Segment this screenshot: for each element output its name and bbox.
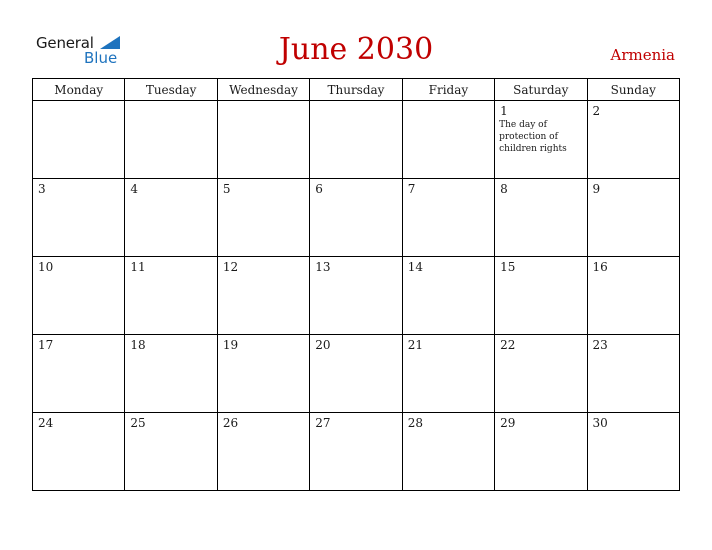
day-cell [587, 257, 679, 335]
day-number: 28 [407, 416, 423, 430]
day-number: 1 [500, 104, 508, 118]
day-cell [217, 101, 309, 179]
holiday-label-line: protection of [499, 132, 558, 142]
week-row [33, 413, 680, 491]
day-number [125, 101, 216, 104]
day-cell [33, 413, 125, 491]
day-number: 15 [500, 260, 516, 274]
day-number: 12 [222, 260, 239, 274]
day-number: 4 [130, 182, 139, 196]
day-cell [495, 257, 587, 335]
day-number: 10 [38, 260, 54, 274]
day-number: 20 [315, 338, 331, 352]
day-number: 14 [407, 260, 423, 274]
day-number: 13 [315, 260, 331, 274]
logo-text-blue: Blue [84, 49, 118, 67]
day-number [403, 101, 494, 104]
day-cell [310, 413, 402, 491]
day-cell [217, 413, 309, 491]
week-row [33, 179, 680, 257]
day-cell [33, 101, 125, 179]
day-cell [495, 413, 587, 491]
day-number: 7 [407, 182, 416, 196]
day-number: 3 [38, 182, 46, 196]
day-number [310, 101, 401, 104]
day-cell [125, 179, 217, 257]
weekday-header: Tuesday [125, 79, 217, 101]
day-number: 17 [38, 338, 54, 352]
day-cell [402, 413, 494, 491]
day-cell [125, 413, 217, 491]
day-cell [402, 101, 494, 179]
day-number: 22 [500, 338, 516, 352]
week-row [33, 101, 680, 179]
holiday-label-line: The day of [499, 120, 547, 130]
country-label: Armenia [610, 46, 675, 64]
day-number: 27 [315, 416, 331, 430]
holiday-label-line: children rights [499, 144, 567, 154]
day-cell [402, 179, 494, 257]
day-cell [217, 179, 309, 257]
day-number: 2 [592, 104, 601, 118]
day-cell [125, 335, 217, 413]
day-number: 29 [500, 416, 516, 430]
day-cell [402, 335, 494, 413]
week-row [33, 335, 680, 413]
day-cell [33, 179, 125, 257]
calendar-title: June 2030 [278, 32, 434, 67]
day-number: 30 [592, 416, 608, 430]
day-number: 8 [500, 182, 508, 196]
weekday-header: Saturday [495, 79, 587, 101]
day-cell [33, 335, 125, 413]
weekday-header-row [33, 79, 680, 101]
day-number [33, 101, 124, 104]
day-cell [217, 257, 309, 335]
weekday-header: Thursday [310, 79, 402, 101]
day-cell [310, 179, 402, 257]
day-cell [217, 335, 309, 413]
day-number: 16 [592, 260, 608, 274]
day-number: 11 [130, 260, 146, 274]
day-cell [587, 179, 679, 257]
weekday-header: Sunday [587, 79, 679, 101]
day-cell [33, 257, 125, 335]
holiday-label [495, 118, 586, 155]
weekday-header: Wednesday [217, 79, 309, 101]
day-cell [495, 335, 587, 413]
calendar-grid [32, 78, 680, 491]
day-number: 21 [407, 338, 423, 352]
day-cell [125, 101, 217, 179]
day-cell [587, 413, 679, 491]
day-number: 9 [592, 182, 601, 196]
day-number: 24 [38, 416, 54, 430]
day-cell [310, 101, 402, 179]
day-number [218, 101, 309, 104]
day-cell [495, 179, 587, 257]
weekday-header: Monday [33, 79, 125, 101]
week-row [33, 257, 680, 335]
day-cell [125, 257, 217, 335]
day-cell [402, 257, 494, 335]
day-number: 18 [130, 338, 146, 352]
logo-text-general: General [36, 34, 94, 52]
day-cell [310, 257, 402, 335]
day-number: 26 [222, 416, 239, 430]
day-number: 23 [592, 338, 608, 352]
day-cell [310, 335, 402, 413]
weekday-header: Friday [402, 79, 494, 101]
day-number: 19 [222, 338, 239, 352]
day-cell [587, 335, 679, 413]
day-number: 5 [222, 182, 231, 196]
day-cell [495, 101, 587, 179]
day-number: 25 [130, 416, 146, 430]
day-cell [587, 101, 679, 179]
day-number: 6 [315, 182, 323, 196]
